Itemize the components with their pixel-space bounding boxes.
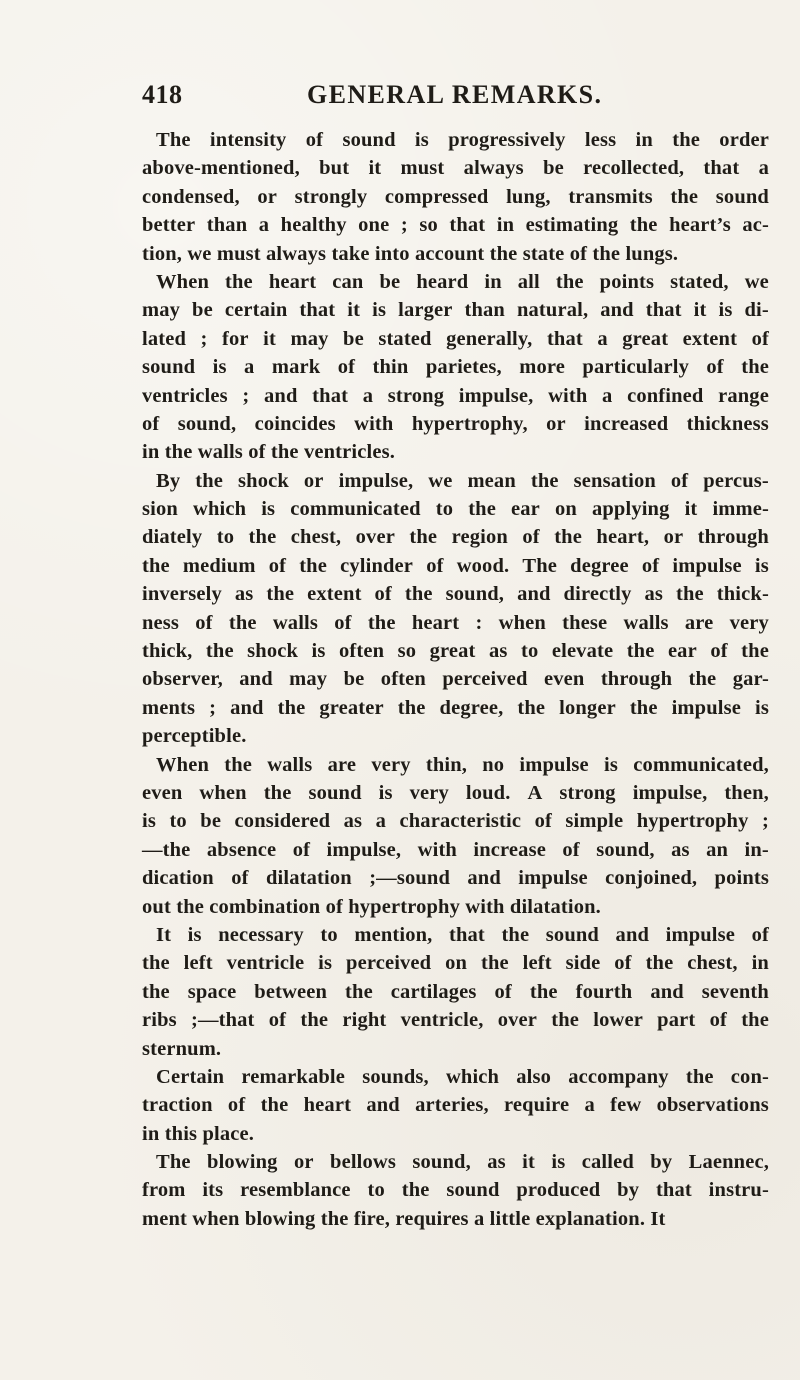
text-line: perceptible. [142, 725, 247, 748]
text-line: dication of dilatation ;—sound and impulse conjoined, points [142, 867, 769, 890]
text-line: sion which is communicated to the ear on applying it imme- [142, 498, 769, 521]
text-line: above-mentioned, but it must always be recollected, that a [142, 157, 769, 180]
text-line: is to be considered as a characteristic of simple hypertrophy ; [142, 810, 769, 833]
paragraph [142, 268, 769, 467]
text-line: ment when blowing the fire, requires a little explanation. It [142, 1207, 666, 1230]
body-text [142, 126, 769, 1233]
text-line: in the walls of the ventricles. [142, 441, 395, 464]
text-line: By the shock or impulse, we mean the sensation of percus- [156, 469, 769, 492]
page-number: 418 [142, 80, 183, 109]
text-line: may be certain that it is larger than natural, and that it is di- [142, 299, 769, 322]
text-line: in this place. [142, 1122, 255, 1145]
text-line: traction of the heart and arteries, require a few observations [142, 1094, 769, 1117]
text-line: diately to the chest, over the region of the heart, or through [142, 526, 769, 549]
paragraph [142, 751, 769, 921]
text-line: condensed, or strongly compressed lung, transmits the sound [142, 185, 769, 208]
paragraph [142, 467, 769, 751]
text-line: The intensity of sound is progressively less in the order [156, 129, 769, 151]
text-line: The blowing or bellows sound, as it is called by Laennec, [156, 1151, 769, 1174]
text-line: lated ; for it may be stated generally, that a great extent of [142, 327, 769, 350]
text-line: When the heart can be heard in all the points stated, we [156, 270, 769, 293]
paragraph [142, 126, 769, 268]
text-line: better than a healthy one ; so that in estimating the heart’s ac- [142, 214, 769, 237]
text-line: even when the sound is very loud. A strong impulse, then, [142, 781, 769, 804]
text-line: sternum. [142, 1037, 222, 1060]
text-line: observer, and may be often perceived even through the gar- [142, 668, 769, 691]
paragraph [142, 1148, 769, 1233]
text-line: out the combination of hypertrophy with dilatation. [142, 895, 601, 918]
text-line: tion, we must always take into account the state of the lungs. [142, 242, 679, 265]
text-line: the medium of the cylinder of wood. The degree of impulse is [142, 554, 769, 577]
text-line: of sound, coincides with hypertrophy, or increased thickness [142, 412, 769, 435]
text-line: —the absence of impulse, with increase of sound, as an in- [142, 838, 769, 861]
paragraph [142, 921, 769, 1063]
text-line: ventricles ; and that a strong impulse, with a confined range [142, 384, 769, 407]
text-line: ness of the walls of the heart : when these walls are very [142, 611, 769, 634]
text-line: Certain remarkable sounds, which also accompany the con- [156, 1065, 769, 1088]
text-line: the left ventricle is perceived on the left side of the chest, in [142, 952, 769, 975]
text-line: ribs ;—that of the right ventricle, over the lower part of the [142, 1009, 769, 1032]
text-line: thick, the shock is often so great as to elevate the ear of the [142, 640, 769, 663]
text-line: sound is a mark of thin parietes, more particularly of the [142, 356, 769, 379]
text-line: the space between the cartilages of the fourth and seventh [142, 980, 769, 1003]
paragraph [142, 1063, 769, 1148]
text-line: It is necessary to mention, that the sound and impulse of [156, 923, 769, 946]
text-line: from its resemblance to the sound produced by that instru- [142, 1179, 769, 1202]
text-line: ments ; and the greater the degree, the longer the impulse is [142, 696, 769, 719]
running-head: GENERAL REMARKS. [307, 80, 603, 109]
text-line: inversely as the extent of the sound, and directly as the thick- [142, 583, 769, 606]
page-header [142, 80, 769, 114]
text-line: When the walls are very thin, no impulse is communicated, [156, 753, 769, 776]
